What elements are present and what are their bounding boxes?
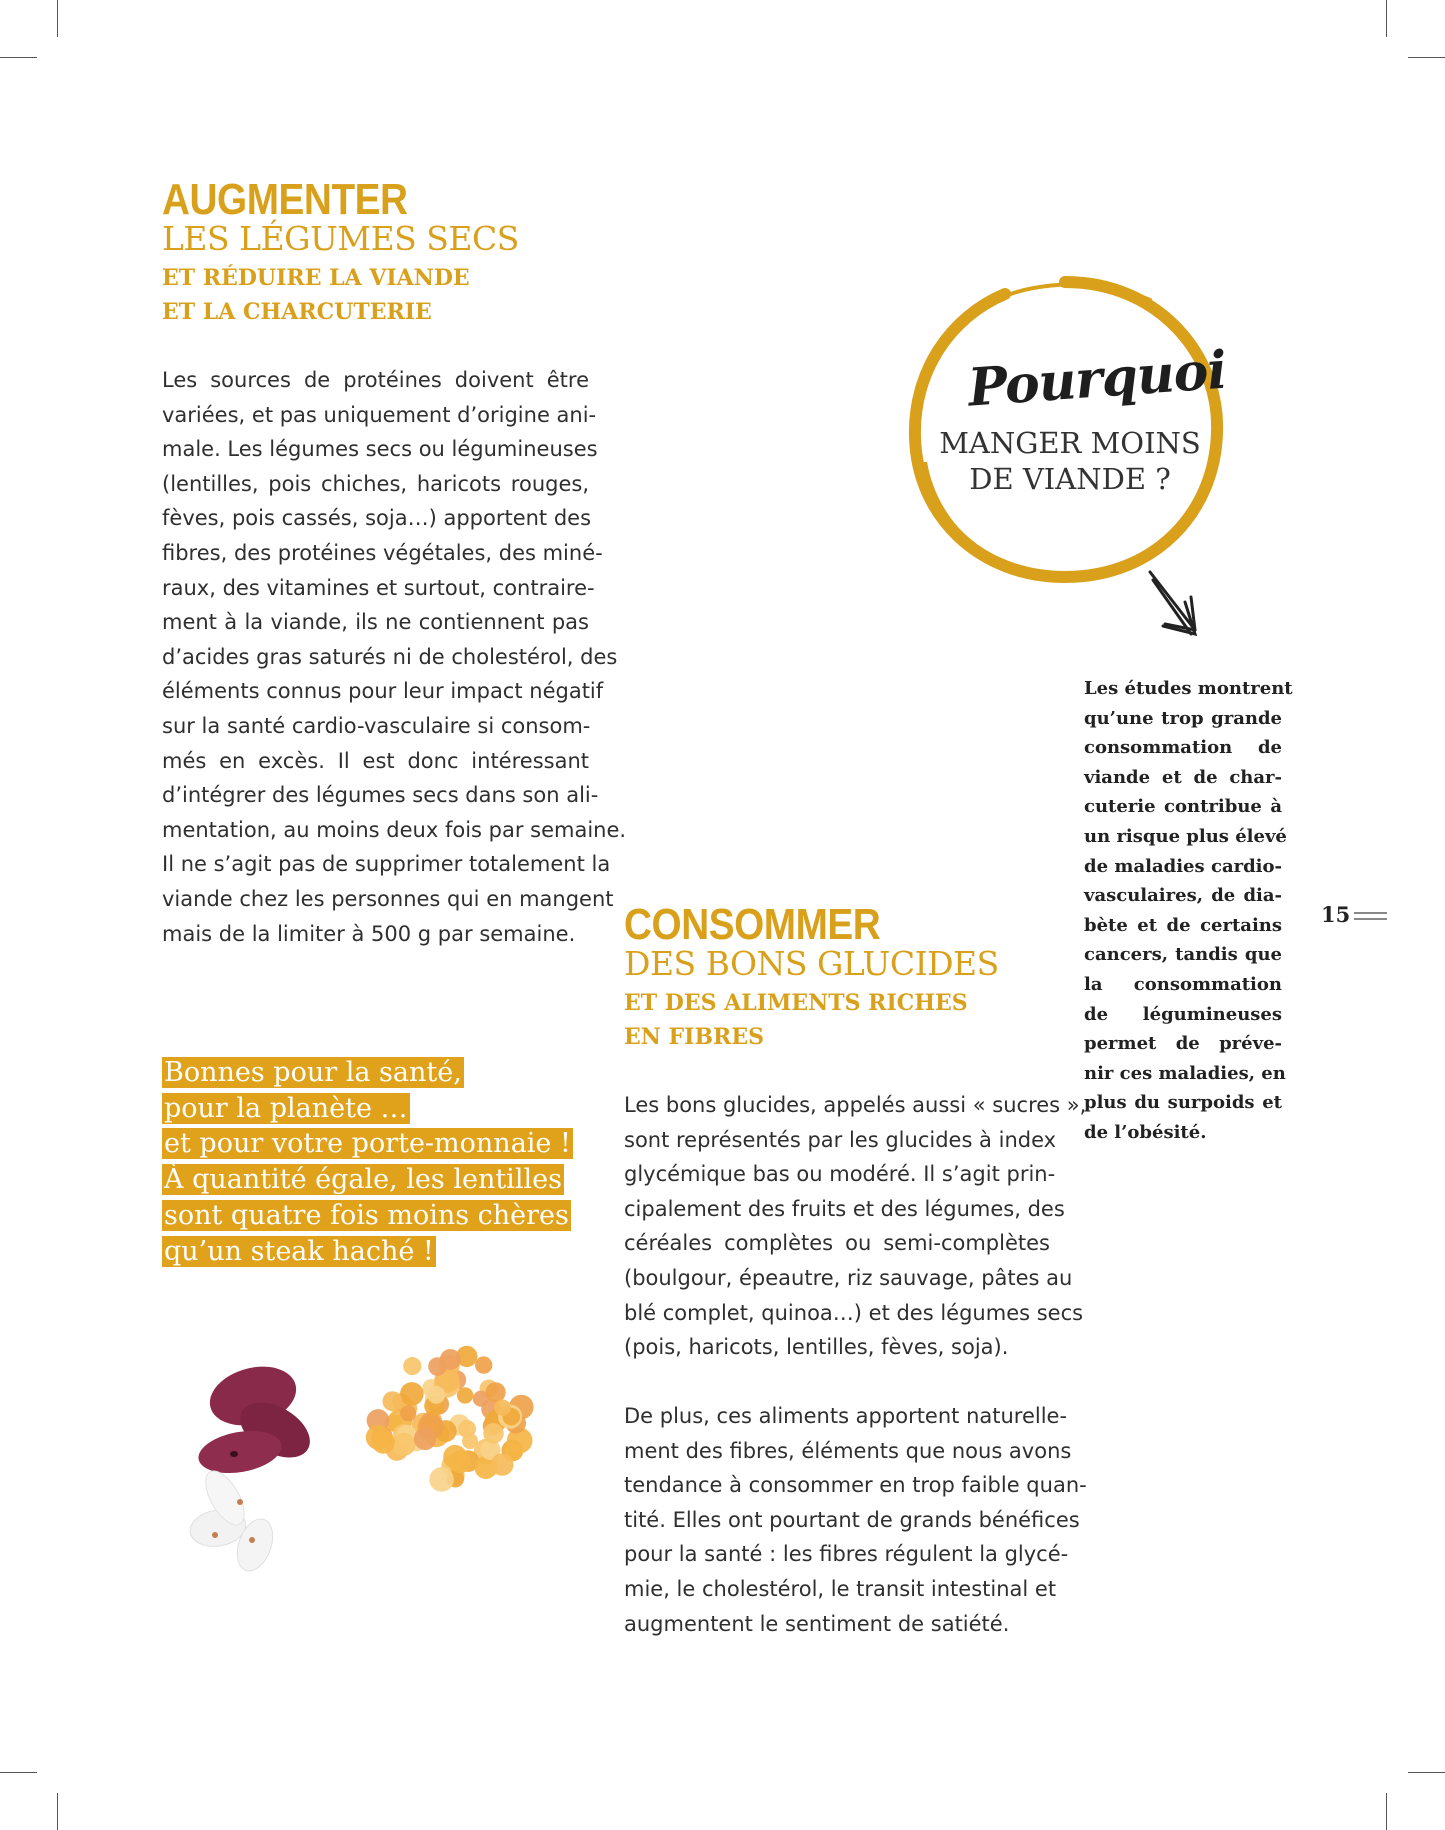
highlight-line: sont quatre fois moins chères (164, 1199, 569, 1231)
sidebar-line: de l’obésité. (1084, 1121, 1207, 1143)
sidebar-line: Les études montrent (1084, 678, 1293, 699)
section1-sub1: ET RÉDUIRE LA VIANDE (162, 265, 470, 291)
body-line: mie, le cholestérol, le transit intestinal et (624, 1576, 1057, 1601)
body-line: male. Les légumes secs ou légumineuses (162, 437, 598, 462)
page-rule (1354, 918, 1387, 920)
body-line: tendance à consommer en trop faible quan- (624, 1473, 1087, 1498)
body-line: pour la santé : les fibres régulent la glycé- (624, 1542, 1069, 1567)
white-bean-icon (187, 1465, 279, 1576)
sidebar-line: vasculaires, de dia- (1084, 885, 1282, 907)
body-line: d’acides gras saturés ni de cholestérol, des (162, 644, 618, 669)
section2-subtitle: DES BONS GLUCIDES (624, 944, 999, 983)
lentil (443, 1445, 467, 1469)
red-bean-icon (195, 1358, 319, 1479)
highlight-line: et pour votre porte-monnaie ! (164, 1128, 571, 1160)
body-line: fibres, des protéines végétales, des miné- (162, 540, 603, 565)
section1-sub2: ET LA CHARCUTERIE (162, 299, 432, 325)
body-line: éléments connus pour leur impact négatif (162, 679, 604, 704)
body-line: (pois, haricots, lentilles, fèves, soja). (624, 1335, 1009, 1360)
crop-mark (1386, 0, 1387, 37)
sidebar-text (1084, 674, 1293, 1148)
sidebar-line: permet de préve- (1084, 1033, 1282, 1055)
body-line: (boulgour, épeautre, riz sauvage, pâtes au (624, 1265, 1073, 1290)
sidebar-line: qu’une trop grande (1084, 707, 1282, 729)
crop-mark (0, 1772, 37, 1773)
lentil (486, 1382, 506, 1402)
body-line: céréales complètes ou semi-complètes (624, 1231, 1050, 1256)
section2-heading (624, 900, 999, 1054)
highlight-line: pour la planète … (164, 1092, 408, 1124)
sidebar-line: de maladies cardio- (1084, 855, 1282, 877)
body-line: viande chez les personnes qui en mangent (162, 886, 614, 911)
crop-mark (57, 1793, 58, 1830)
body-line: blé complet, quinoa…) et des légumes secs (624, 1300, 1084, 1325)
body-line: sur la santé cardio-vasculaire si consom- (162, 713, 591, 738)
sidebar-line: consommation de (1084, 737, 1282, 759)
crop-mark (0, 57, 37, 58)
body-line: tité. Elles ont pourtant de grands bénéfices (624, 1507, 1080, 1532)
body-line: ment des fibres, éléments que nous avons (624, 1438, 1072, 1463)
page-rule (1354, 912, 1387, 914)
sidebar-line: cancers, tandis que (1084, 944, 1282, 966)
section1-subtitle: LES LÉGUMES SECS (162, 219, 519, 258)
crop-mark (57, 0, 58, 37)
crop-mark (1408, 1772, 1445, 1773)
sidebar-line: plus du surpoids et (1084, 1092, 1282, 1114)
body-line: Les sources de protéines doivent être (162, 368, 589, 392)
lentil (414, 1428, 437, 1451)
crop-mark (1408, 57, 1445, 58)
callout-script-word: Pourquoi (966, 339, 1228, 419)
body-line: fèves, pois cassés, soja…) apportent des (162, 506, 592, 531)
sidebar-line: nir ces maladies, en (1084, 1062, 1286, 1084)
page-number: 15 (1321, 902, 1351, 927)
body-line: més en excès. Il est donc intéressant (162, 748, 589, 773)
lentil (457, 1387, 473, 1403)
section2-paragraph2 (624, 1399, 1087, 1641)
highlight-line: Bonnes pour la santé, (164, 1057, 462, 1088)
body-line: ment à la viande, ils ne contiennent pas (162, 610, 589, 635)
lentil-icon (366, 1346, 534, 1492)
lentil (440, 1349, 461, 1370)
lentil (403, 1357, 421, 1375)
section2-sub2: EN FIBRES (624, 1024, 764, 1050)
section1-keyword: AUGMENTER (162, 175, 408, 224)
highlight-line: À quantité égale, les lentilles (164, 1164, 562, 1196)
sidebar-line: bète et de certains (1084, 914, 1282, 936)
body-line: mais de la limiter à 500 g par semaine. (162, 921, 576, 946)
lentil (400, 1405, 416, 1421)
body-line: (lentilles, pois chiches, haricots rouges, (162, 471, 589, 496)
lentil (400, 1382, 424, 1406)
body-line: d’intégrer des légumes secs dans son ali- (162, 783, 599, 808)
sidebar-line: la consommation (1084, 973, 1282, 995)
body-line: De plus, ces aliments apportent naturelle- (624, 1404, 1068, 1428)
body-line: cipalement des fruits et des légumes, des (624, 1196, 1065, 1221)
sidebar-line: un risque plus élevé (1084, 825, 1287, 847)
lentil (372, 1431, 395, 1454)
sidebar-line: de légumineuses (1084, 1003, 1282, 1025)
section2-sub1: ET DES ALIMENTS RICHES (624, 990, 968, 1016)
legumes-illustration (160, 1320, 580, 1600)
lentil (429, 1467, 454, 1492)
lentil (383, 1391, 403, 1411)
body-line: Les bons glucides, appelés aussi « sucres », (624, 1093, 1087, 1117)
sidebar-line: viande et de char- (1084, 766, 1282, 788)
body-line: augmentent le sentiment de satiété. (624, 1611, 1010, 1636)
body-line: glycémique bas ou modéré. Il s’agit prin- (624, 1162, 1056, 1187)
section2-keyword: CONSOMMER (624, 900, 881, 949)
lentil (491, 1453, 514, 1476)
section1-body (162, 363, 627, 951)
callout-line2: DE VIANDE ? (969, 462, 1171, 496)
crop-mark (1386, 1793, 1387, 1830)
lentil (427, 1386, 445, 1404)
callout-text (920, 425, 1220, 497)
lentil (393, 1433, 416, 1456)
highlight-line: qu’un steak haché ! (164, 1235, 434, 1267)
sidebar-line: cuterie contribue à (1084, 796, 1282, 818)
body-line: raux, des vitamines et surtout, contraire- (162, 575, 595, 600)
body-line: variées, et pas uniquement d’origine ani- (162, 402, 597, 427)
section1-heading (162, 175, 519, 329)
lentil (475, 1356, 492, 1373)
arrow-icon (1150, 572, 1195, 634)
lentil (483, 1423, 504, 1444)
highlight-quote (162, 1055, 573, 1269)
lentil (458, 1420, 476, 1438)
body-line: sont représentés par les glucides à index (624, 1127, 1057, 1152)
body-line: Il ne s’agit pas de supprimer totalement la (162, 852, 611, 877)
section2-paragraph1 (624, 1088, 1087, 1365)
body-line: mentation, au moins deux fois par semaine. (162, 817, 627, 842)
lentil (494, 1399, 510, 1415)
callout-line1: MANGER MOINS (939, 426, 1201, 460)
